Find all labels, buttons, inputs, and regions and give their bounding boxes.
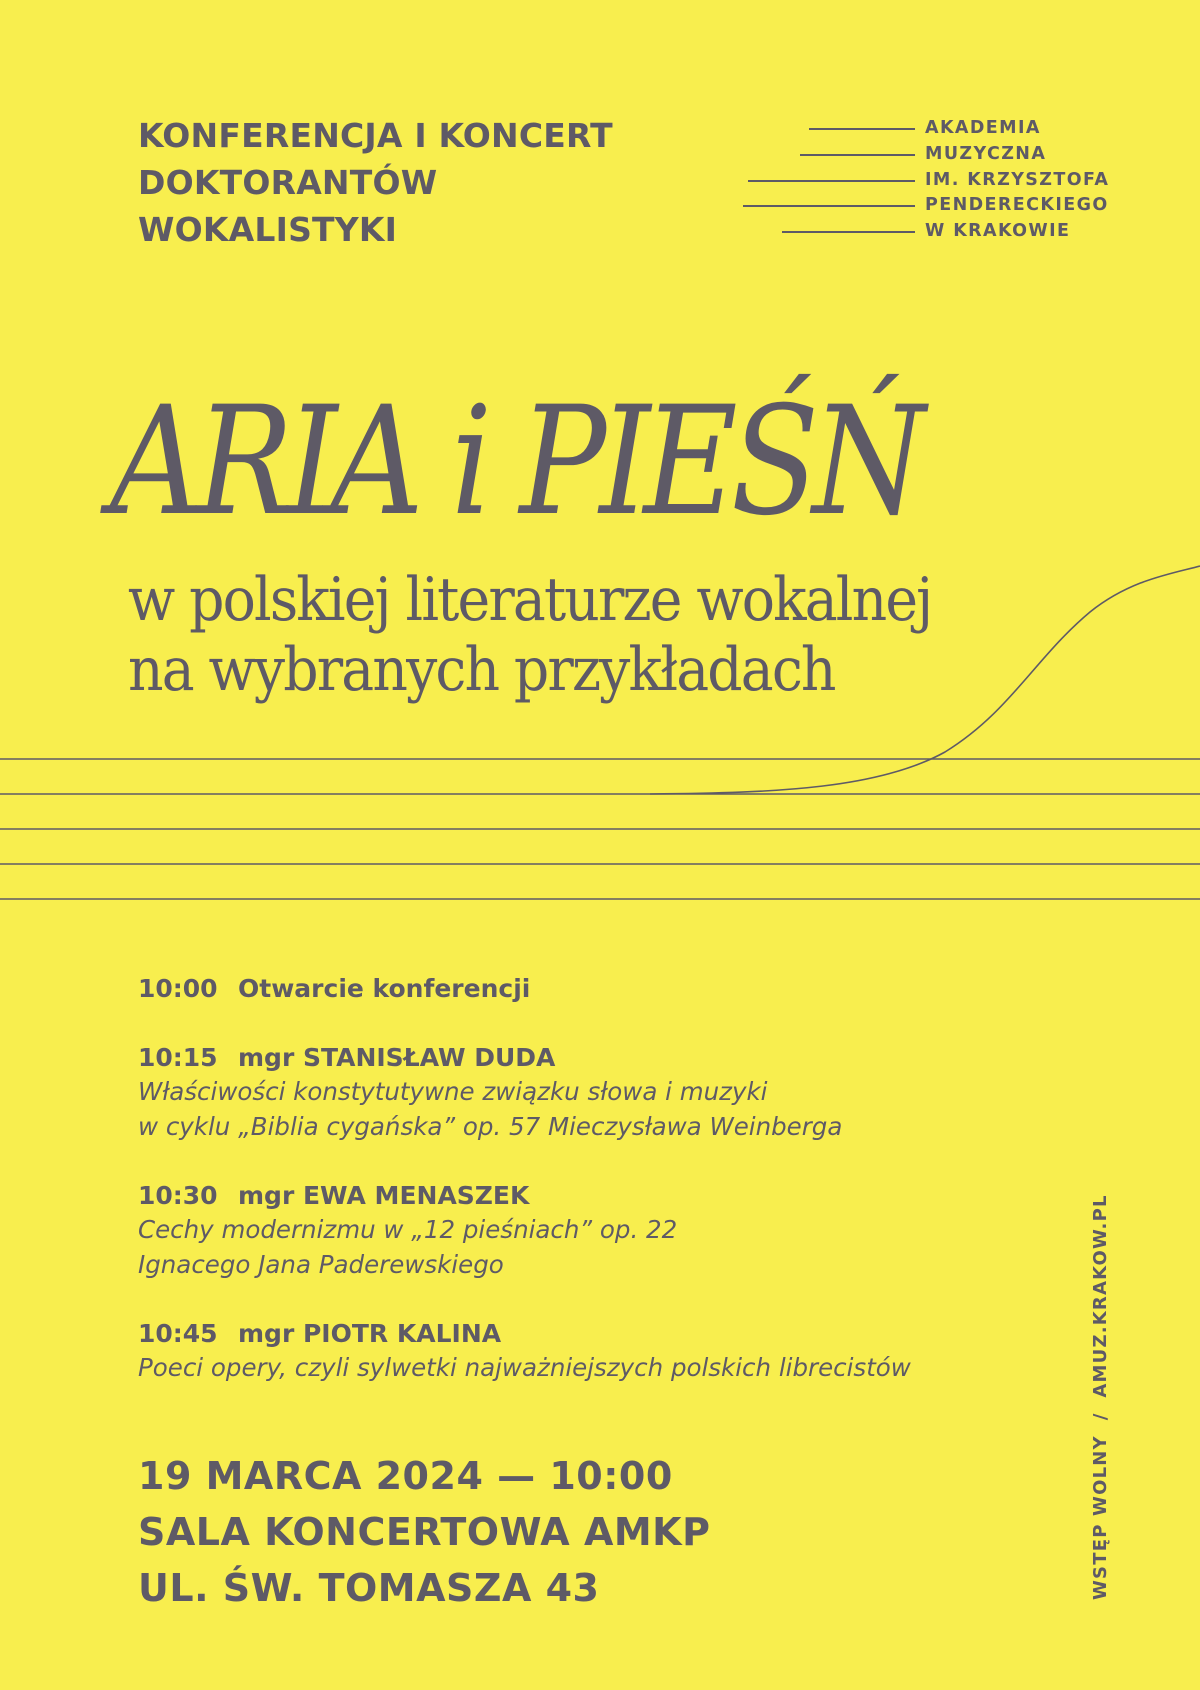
- program-heading: mgr STANISŁAW DUDA: [238, 1043, 556, 1072]
- event-address: UL. ŚW. TOMASZA 43: [138, 1566, 600, 1610]
- program-description: Cechy modernizmu w „12 pieśniach” op. 22: [138, 1215, 678, 1244]
- subtitle-line: w polskiej literaturze wokalnej: [128, 565, 932, 635]
- logo-line: [809, 128, 915, 130]
- heading-line: WOKALISTYKI: [138, 210, 398, 249]
- event-type-heading: [138, 112, 613, 253]
- program-schedule: [138, 972, 1038, 1421]
- program-time: 10:30: [138, 1181, 218, 1210]
- logo-line: [748, 180, 915, 182]
- logo-text: [925, 116, 1109, 245]
- program-heading: mgr PIOTR KALINA: [238, 1319, 502, 1348]
- event-date: 19 MARCA 2024 — 10:00: [138, 1454, 673, 1498]
- program-time: 10:45: [138, 1319, 218, 1348]
- logo-line: [782, 231, 915, 233]
- program-item: [138, 1179, 1038, 1282]
- heading-line: DOKTORANTÓW: [138, 163, 438, 202]
- program-description: Ignacego Jana Paderewskiego: [138, 1249, 504, 1279]
- side-note: WSTĘP WOLNY / AMUZ.KRAKOW.PL: [1090, 1194, 1111, 1600]
- event-details: [138, 1448, 710, 1616]
- subtitle-line: na wybranych przykładach: [128, 635, 835, 705]
- logo-text-line: PENDERECKIEGO: [925, 195, 1109, 216]
- program-description: Poeci opery, czyli sylwetki najważniejszych polskich librecistów: [138, 1353, 911, 1382]
- logo-line: [743, 205, 915, 207]
- program-item: [138, 1317, 1038, 1386]
- program-item: [138, 972, 1038, 1006]
- program-time: 10:15: [138, 1043, 218, 1072]
- logo-text-line: W KRAKOWIE: [925, 221, 1071, 242]
- event-venue: SALA KONCERTOWA AMKP: [138, 1510, 711, 1554]
- program-time: 10:00: [138, 974, 218, 1003]
- heading-line: KONFERENCJA I KONCERT: [138, 116, 613, 155]
- main-title: ARIA i PIEŚŃ: [110, 375, 919, 549]
- logo-text-line: MUZYCZNA: [925, 143, 1047, 164]
- logo-text-line: IM. KRZYSZTOFA: [925, 169, 1110, 190]
- program-heading: mgr EWA MENASZEK: [238, 1181, 530, 1210]
- academy-logo: [740, 116, 1160, 246]
- program-description: Właściwości konstytutywne związku słowa i muzyki: [138, 1077, 768, 1106]
- program-heading: Otwarcie konferencji: [238, 974, 531, 1003]
- program-description: w cyklu „Biblia cygańska” op. 57 Mieczysława Weinberga: [138, 1111, 843, 1141]
- program-item: [138, 1041, 1038, 1144]
- subtitle: [128, 565, 931, 705]
- logo-line: [800, 154, 915, 156]
- logo-text-line: AKADEMIA: [925, 118, 1041, 138]
